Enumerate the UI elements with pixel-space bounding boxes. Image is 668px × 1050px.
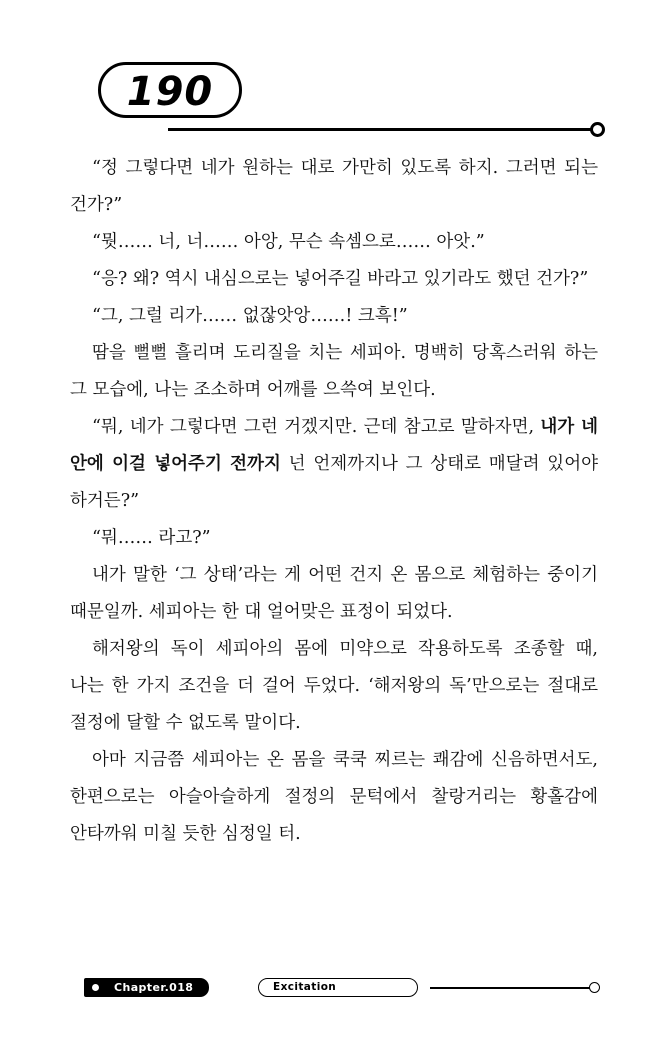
chapter-bullet-icon — [92, 984, 99, 991]
page-number: 190 — [126, 69, 214, 115]
paragraph: “그, 그럴 리가…… 없잖앗앙……! 크흑!” — [92, 306, 408, 326]
paragraph: 해저왕의 독이 세피아의 몸에 미약으로 작용하도록 조종할 때, 나는 한 가지 조건을 더 걸어 두었다. ‘해저왕의 독’만으로는 절대로 절정에 달할 수 없도록 말이다. — [70, 639, 598, 733]
footer-rule — [430, 987, 596, 989]
paragraph-part-tail: 넌 언제까지나 그 상태로 매달려 있어야 하거든?” — [70, 454, 599, 511]
header-end-dot-icon — [590, 122, 605, 137]
page-footer — [0, 978, 668, 1008]
paragraph: “뭐…… 라고?” — [92, 528, 211, 548]
page-number-capsule — [98, 62, 242, 118]
chapter-label: Chapter.018 — [114, 981, 194, 994]
footer-end-dot-icon — [589, 982, 600, 993]
paragraph: “뭣…… 너, 너…… 아앙, 무슨 속셈으로…… 아앗.” — [92, 232, 485, 252]
paragraph-part-lead: “뭐, 네가 그렇다면 그런 거겠지만. 근데 참고로 말하자면, — [92, 417, 541, 437]
paragraph-emphasized — [70, 409, 598, 520]
paragraph-part-bold: 내가 네 안에 이걸 넣어주기 전까지 — [70, 417, 599, 474]
body-text — [70, 150, 598, 853]
paragraph: 땀을 뻘뻘 흘리며 도리질을 치는 세피아. 명백히 당혹스러워 하는 그 모습에, 나는 조소하며 어깨를 으쓱여 보인다. — [70, 343, 598, 400]
paragraph: “응? 왜? 역시 내심으로는 넣어주길 바라고 있기라도 했던 건가?” — [92, 269, 589, 289]
section-tag: Excitation — [258, 978, 418, 997]
chapter-tag — [84, 978, 209, 997]
paragraph: “정 그렇다면 네가 원하는 대로 가만히 있도록 하지. 그러면 되는 건가?” — [70, 158, 598, 215]
header-rule — [168, 128, 596, 131]
paragraph: 내가 말한 ‘그 상태’라는 게 어떤 건지 온 몸으로 체험하는 중이기 때문일까. 세피아는 한 대 얼어맞은 표정이 되었다. — [70, 565, 598, 622]
page-header — [0, 62, 668, 142]
paragraph: 아마 지금쯤 세피아는 온 몸을 쿡쿡 찌르는 쾌감에 신음하면서도, 한편으로는 아슬아슬하게 절정의 문턱에서 찰랑거리는 황홀감에 안타까워 미칠 듯한 심정일 터. — [70, 750, 598, 844]
